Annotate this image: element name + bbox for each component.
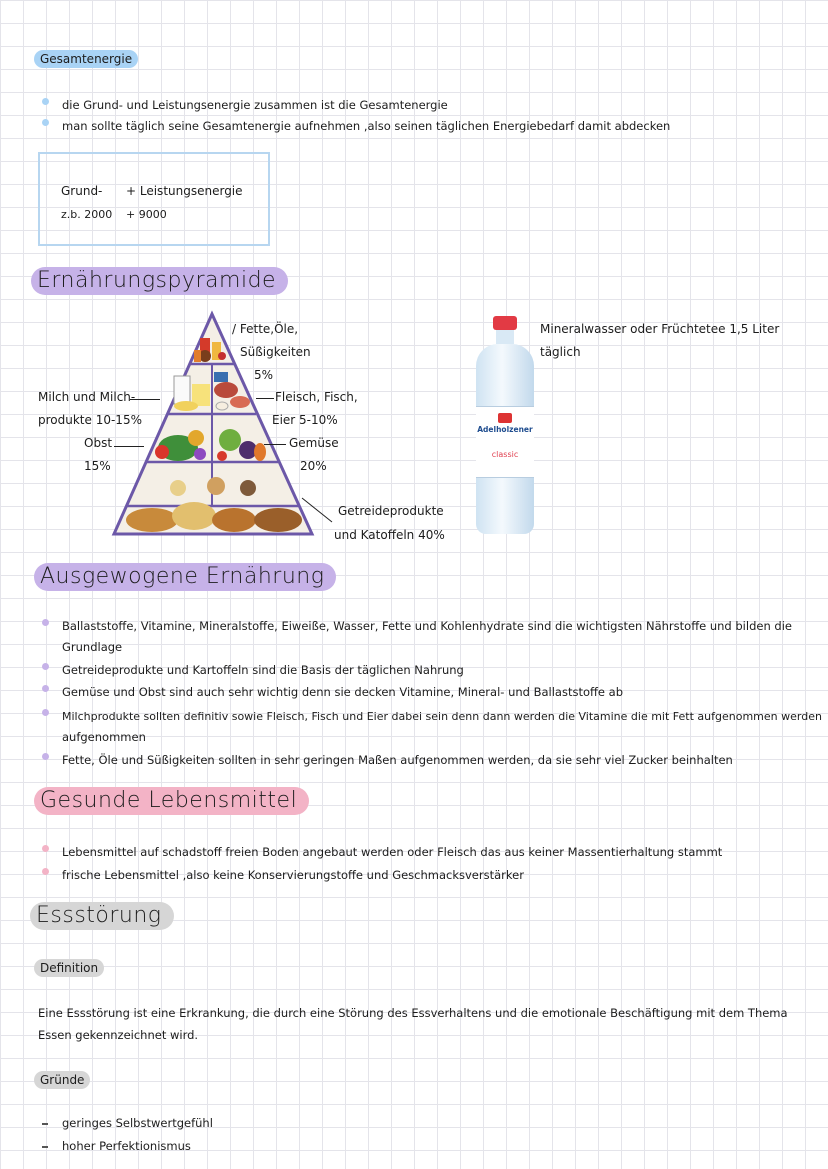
ausgewogen-heading <box>34 563 336 591</box>
gesund-heading <box>34 787 309 815</box>
label-fette-1: / Fette,Öle, <box>232 322 299 336</box>
bullet-dot <box>42 709 49 716</box>
brand-logo-icon <box>498 413 512 423</box>
list-item <box>42 96 448 115</box>
bullet-dot <box>42 868 49 875</box>
list-item <box>42 866 524 885</box>
dash-bullet <box>42 1146 48 1148</box>
bullet-text: Lebensmittel auf schadstoff freien Boden angebaut werden oder Fleisch das aus keiner Massentierhaltung stammt <box>62 845 723 859</box>
water-text-2: täglich <box>540 345 581 359</box>
box-grund: Grund- <box>61 184 103 198</box>
bullet-text: die Grund- und Leistungsenergie zusammen ist die Gesamtenergie <box>62 98 448 112</box>
pyramide-heading-text: Ernährungspyramide <box>31 267 288 295</box>
leader-line-obst <box>114 446 144 447</box>
bullet-text: frische Lebensmittel ,also keine Konservierungstoffe und Geschmacksverstärker <box>62 868 524 882</box>
bullet-text: aufgenommen <box>62 730 146 744</box>
label-obst-2: 15% <box>84 459 111 473</box>
essstoerung-heading-text: Essstörung <box>30 902 174 930</box>
label-gemuese-1: Gemüse <box>289 436 339 450</box>
label-obst-1: Obst <box>84 436 113 450</box>
list-item <box>42 751 733 770</box>
box-plus-value: + 9000 <box>126 208 167 221</box>
essstoerung-heading <box>30 902 174 930</box>
water-text-1: Mineralwasser oder Früchtetee 1,5 Liter <box>540 322 780 336</box>
leader-line-milch <box>130 399 160 400</box>
bullet-text: Ballaststoffe, Vitamine, Mineralstoffe, Eiweiße, Wasser, Fette und Kohlenhydrate sind die wichtigsten Nährstoffe und bilden die <box>62 619 792 633</box>
leader-line-fleisch <box>256 398 274 399</box>
bullet-text: Grundlage <box>62 640 123 654</box>
bullet-text: Milchprodukte sollten definitiv sowie Fleisch, Fisch und Eier dabei sein denn dann werden die Vitamine die mit Fett aufgenommen werden <box>62 710 822 723</box>
definition-line-1: Eine Essstörung ist eine Erkrankung, die durch eine Störung des Essverhaltens und die emotionale Beschäftigung mit dem Thema <box>38 1006 788 1020</box>
list-item <box>42 683 623 702</box>
list-item <box>42 1137 191 1156</box>
label-milch-2: produkte 10-15% <box>38 413 142 427</box>
label-getreide-2: und Katoffeln 40% <box>334 528 445 542</box>
list-item-continuation <box>42 728 146 747</box>
water-bottle-image <box>474 316 536 536</box>
bullet-text: Gemüse und Obst sind auch sehr wichtig denn sie decken Vitamine, Mineral- und Ballaststoffe ab <box>62 685 624 699</box>
bullet-text: Fette, Öle und Süßigkeiten sollten in sehr geringen Maßen aufgenommen werden, da sie sehr viel Zucker beinhalten <box>62 753 733 767</box>
gesamtenergie-heading <box>34 48 138 68</box>
box-zb: z.b. 2000 <box>61 208 113 221</box>
label-fleisch-1: Fleisch, Fisch, <box>275 390 358 404</box>
gesamtenergie-heading-text: Gesamtenergie <box>34 50 138 68</box>
dash-bullet <box>42 1123 48 1125</box>
label-getreide-1: Getreideprodukte <box>338 504 444 518</box>
list-item <box>42 707 822 726</box>
bullet-text: man sollte täglich seine Gesamtenergie aufnehmen ,also seinen täglichen Energiebedarf damit abdecken <box>62 119 671 133</box>
bullet-dot <box>42 845 49 852</box>
list-item <box>42 1114 213 1133</box>
label-gemuese-2: 20% <box>300 459 327 473</box>
bottle-cap <box>493 316 517 330</box>
label-fette-2: Süßigkeiten <box>240 345 311 359</box>
label-fleisch-2: Eier 5-10% <box>272 413 338 427</box>
definition-line-2: Essen gekennzeichnet wird. <box>38 1028 199 1042</box>
bullet-text: Getreideprodukte und Kartoffeln sind die Basis der täglichen Nahrung <box>62 663 464 677</box>
bottle-label-text: classic <box>491 450 519 459</box>
bullet-dot <box>42 753 49 760</box>
bottle-brand: Adelholzener <box>477 425 533 434</box>
definition-label <box>34 957 104 977</box>
list-item <box>42 843 722 862</box>
box-leistung: + Leistungsenergie <box>126 184 243 198</box>
gruende-label <box>34 1069 90 1089</box>
bullet-dot <box>42 98 49 105</box>
definition-label-text: Definition <box>34 959 104 977</box>
leader-line-gemuese <box>264 444 286 445</box>
bullet-dot <box>42 663 49 670</box>
label-fette-3: 5% <box>254 368 274 382</box>
bullet-dot <box>42 685 49 692</box>
ausgewogen-heading-text: Ausgewogene Ernährung <box>34 563 336 591</box>
gesund-heading-text: Gesunde Lebensmittel <box>34 787 309 815</box>
energy-box <box>38 152 270 246</box>
leader-line-getreide <box>300 496 336 526</box>
label-milch-1: Milch und Milch- <box>38 390 136 404</box>
list-item <box>42 617 792 636</box>
list-item <box>42 661 464 680</box>
pyramide-heading <box>31 267 288 295</box>
list-item <box>42 117 670 136</box>
bullet-text: geringes Selbstwertgefühl <box>62 1116 213 1130</box>
list-item-continuation <box>42 638 122 657</box>
bullet-dot <box>42 119 49 126</box>
bottle-label <box>476 406 534 478</box>
bullet-dot <box>42 619 49 626</box>
gruende-label-text: Gründe <box>34 1071 90 1089</box>
bullet-text: hoher Perfektionismus <box>62 1139 191 1153</box>
